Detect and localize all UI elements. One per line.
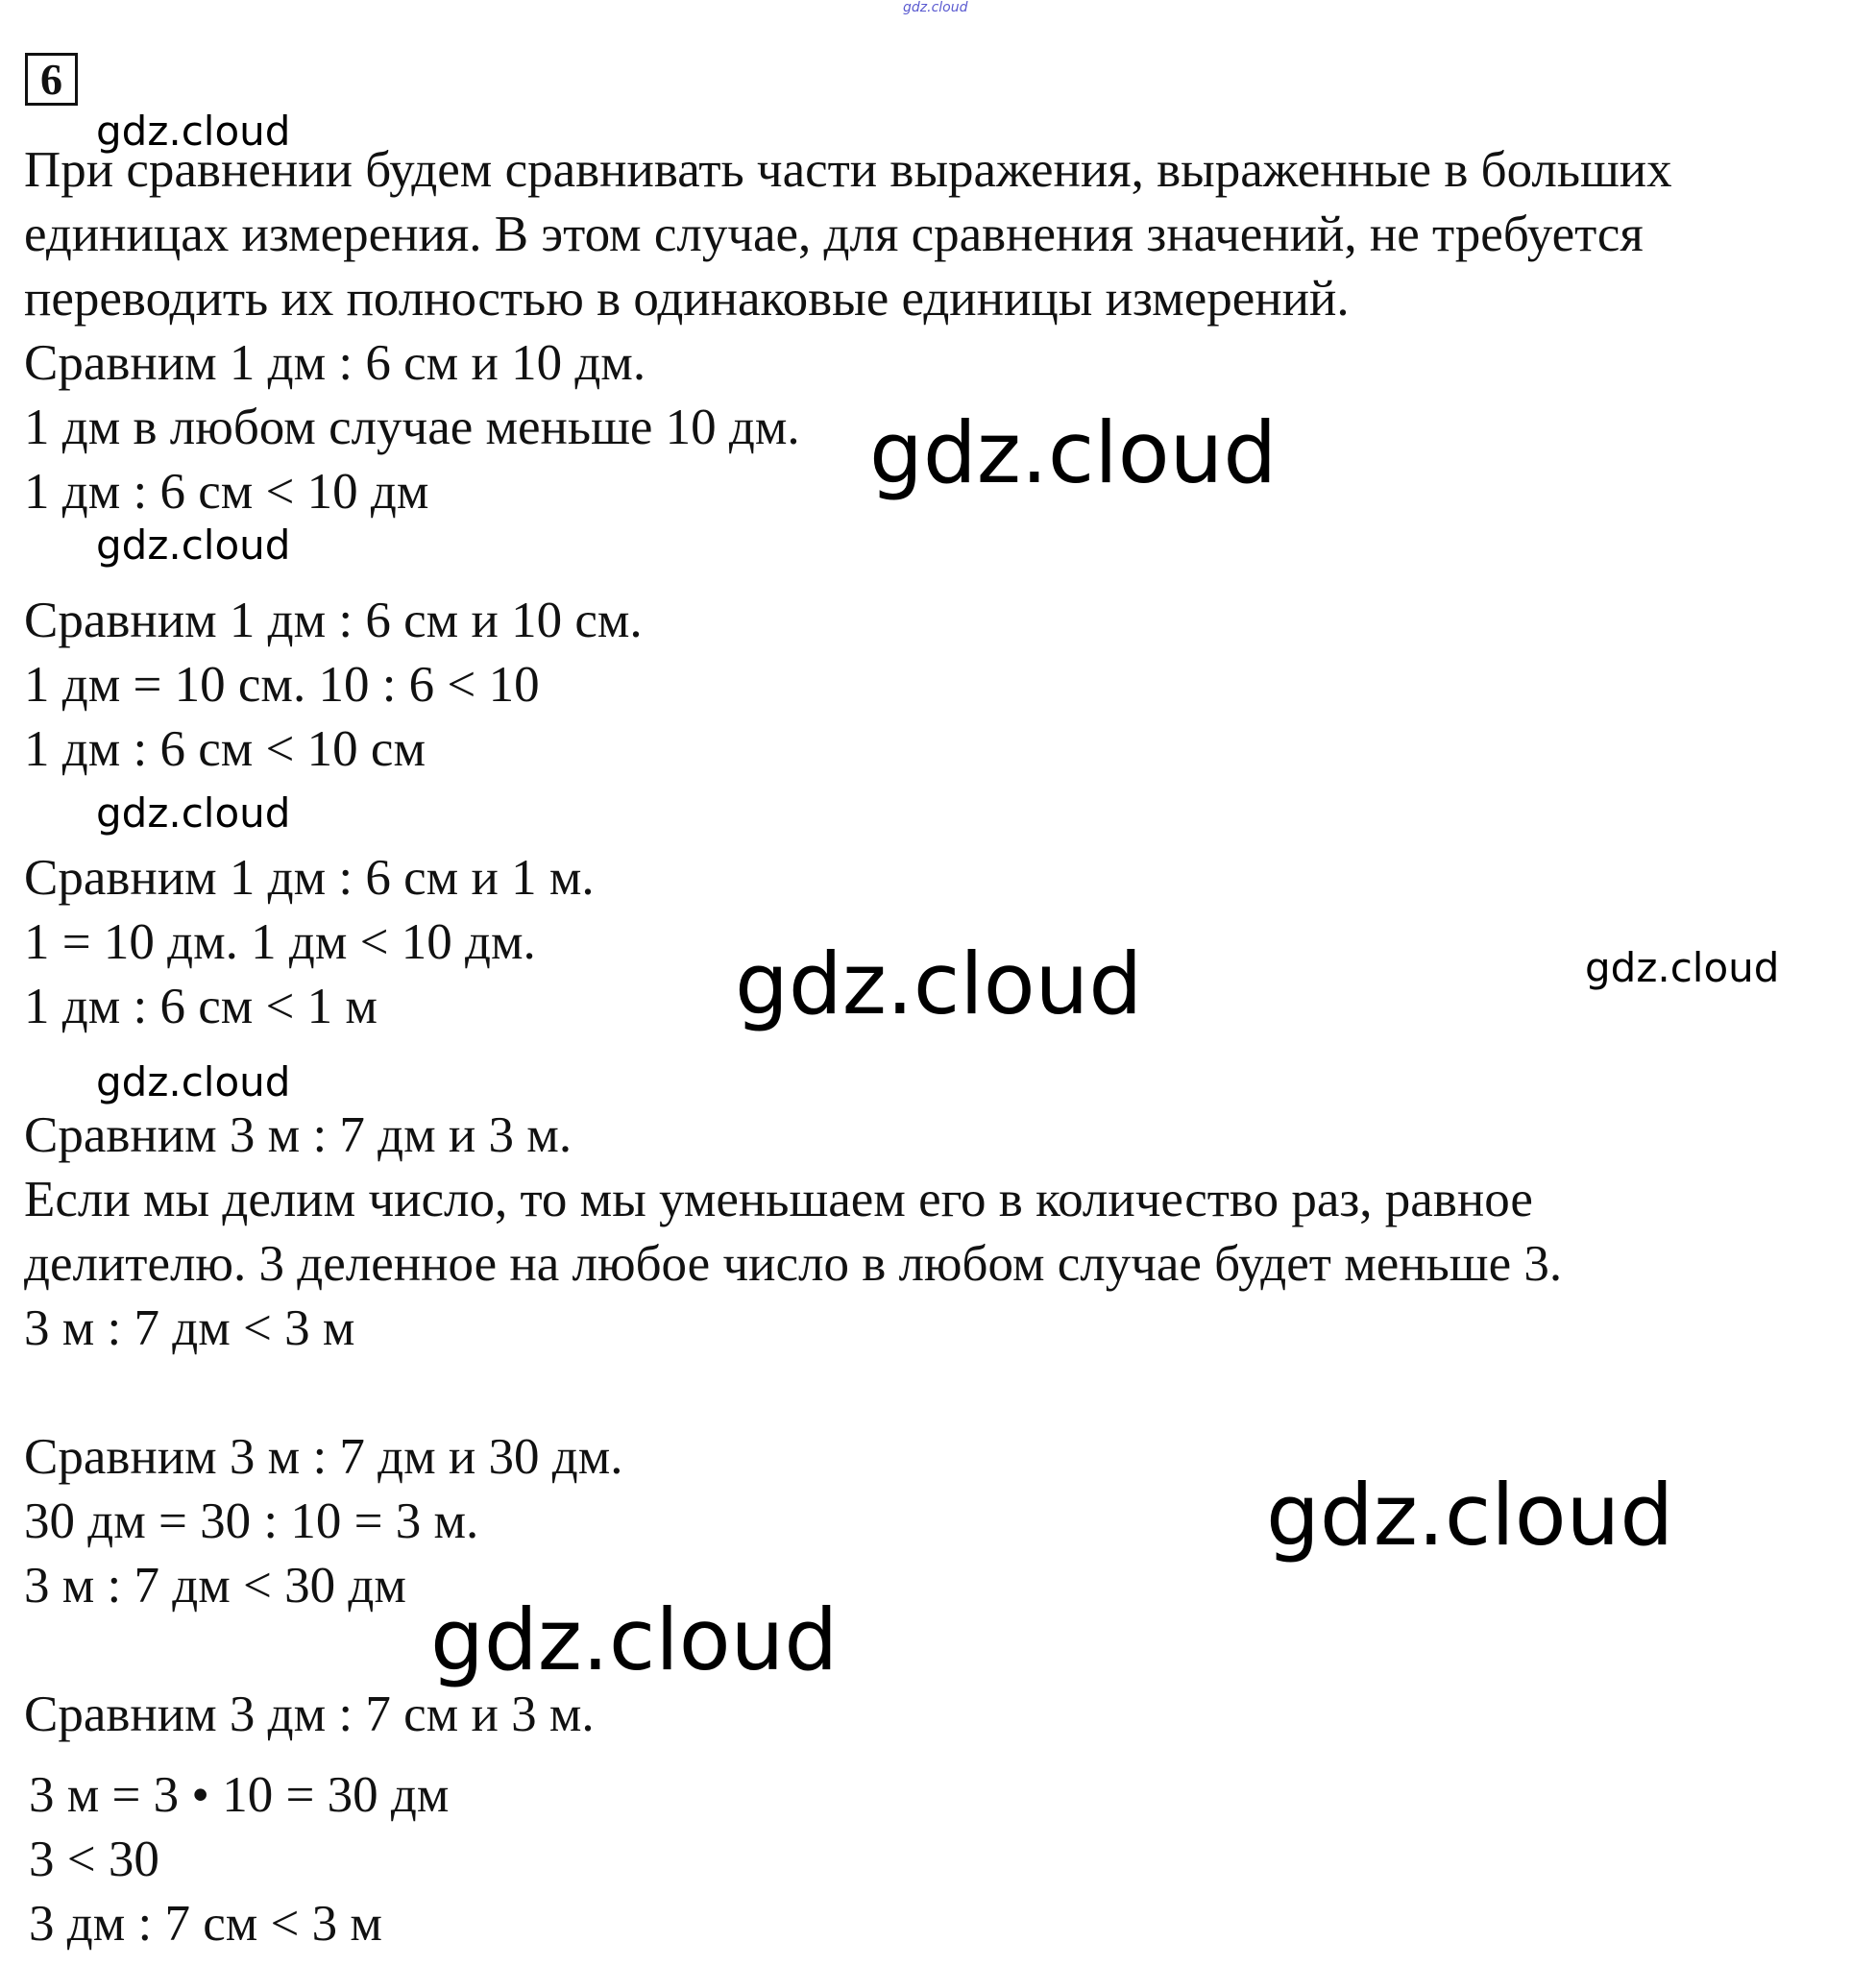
text-line: 1 = 10 дм. 1 дм < 10 дм. [24, 914, 536, 970]
text-line: 1 дм : 6 см < 10 см [24, 721, 426, 777]
text-line: переводить их полностью в одинаковые единицы измерений. [24, 271, 1350, 327]
watermark: gdz.cloud [96, 789, 291, 837]
watermark: gdz.cloud [735, 934, 1143, 1033]
watermark-top: gdz.cloud [903, 0, 968, 15]
text-line: Если мы делим число, то мы уменьшаем его в количество раз, равное [24, 1172, 1533, 1227]
watermark: gdz.cloud [96, 108, 291, 155]
watermark: gdz.cloud [96, 522, 291, 569]
text-line: 30 дм = 30 : 10 = 3 м. [24, 1493, 479, 1549]
text-line: 1 дм : 6 см < 10 дм [24, 464, 429, 520]
task-number: 6 [25, 53, 78, 106]
text-line: Сравним 1 дм : 6 см и 1 м. [24, 850, 595, 906]
watermark: gdz.cloud [1266, 1466, 1674, 1565]
text-line: Сравним 3 м : 7 дм и 3 м. [24, 1107, 573, 1163]
watermark: gdz.cloud [430, 1590, 839, 1689]
text-line: 3 м : 7 дм < 30 дм [24, 1558, 406, 1614]
text-line: 1 дм : 6 см < 1 м [24, 979, 378, 1034]
watermark: gdz.cloud [96, 1058, 291, 1105]
text-line: 3 дм : 7 см < 3 м [29, 1896, 382, 1952]
watermark: gdz.cloud [869, 403, 1278, 502]
text-line: 1 дм = 10 см. 10 : 6 < 10 [24, 657, 540, 713]
text-line: 3 м : 7 дм < 3 м [24, 1300, 355, 1356]
text-line: делителю. 3 деленное на любое число в любом случае будет меньше 3. [24, 1236, 1563, 1292]
text-line: Сравним 3 дм : 7 см и 3 м. [24, 1687, 595, 1742]
text-line: Сравним 1 дм : 6 см и 10 см. [24, 593, 643, 648]
text-line: При сравнении будем сравнивать части выражения, выраженные в больших [24, 142, 1672, 198]
text-line: 1 дм в любом случае меньше 10 дм. [24, 400, 800, 455]
watermark: gdz.cloud [1585, 944, 1780, 991]
text-line: 3 м = 3 • 10 = 30 дм [29, 1767, 450, 1823]
text-line: 3 < 30 [29, 1832, 159, 1887]
text-line: единицах измерения. В этом случае, для сравнения значений, не требуется [24, 206, 1644, 262]
text-line: Сравним 3 м : 7 дм и 30 дм. [24, 1429, 623, 1485]
text-line: Сравним 1 дм : 6 см и 10 дм. [24, 335, 646, 391]
